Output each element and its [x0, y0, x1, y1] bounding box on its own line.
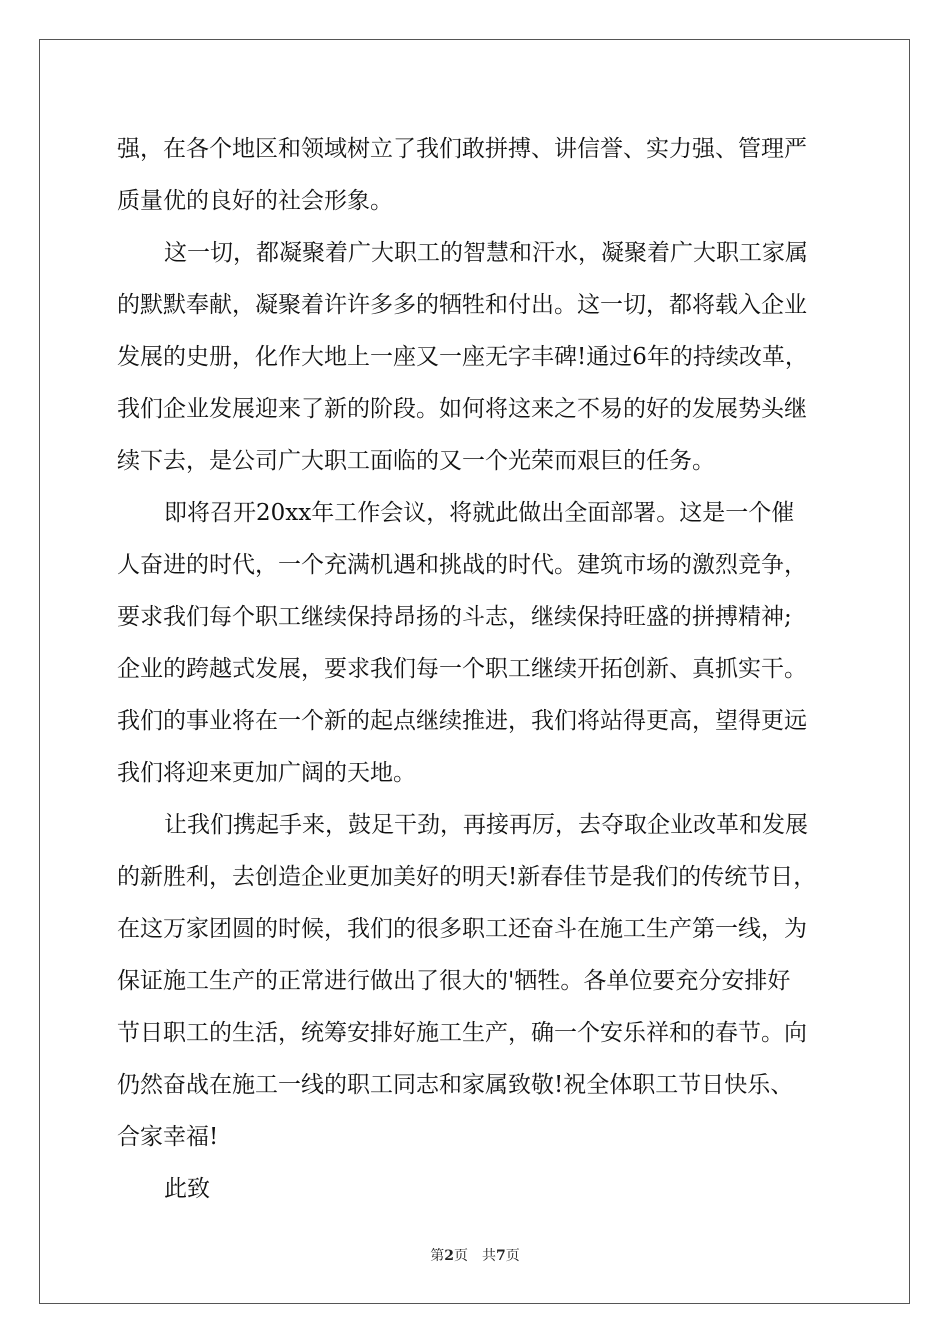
text-line: 保证施工生产的正常进行做出了很大的'牺牲。各单位要充分安排好 [117, 968, 791, 994]
text-line: 即将召开20xx年工作会议，将就此做出全面部署。这是一个催 [164, 500, 795, 526]
text-line: 要求我们每个职工继续保持昂扬的斗志，继续保持旺盛的拼搏精神; [117, 604, 792, 630]
text-line: 人奋进的时代，一个充满机遇和挑战的时代。建筑市场的激烈竞争， [117, 552, 807, 578]
total-page-number: 7 [496, 1248, 506, 1264]
text-line: 的默默奉献，凝聚着许许多多的牺牲和付出。这一切，都将载入企业 [117, 292, 807, 318]
text-line: 此致 [164, 1176, 210, 1202]
footer-mid: 页 共 [454, 1248, 496, 1264]
text-line: 质量优的良好的社会形象。 [117, 188, 393, 214]
text-line: 仍然奋战在施工一线的职工同志和家属致敬!祝全体职工节日快乐、 [117, 1072, 794, 1098]
footer-suffix: 页 [505, 1248, 520, 1264]
text-line: 企业的跨越式发展，要求我们每一个职工继续开拓创新、真抓实干。 [117, 656, 807, 682]
text-line: 这一切，都凝聚着广大职工的智慧和汗水，凝聚着广大职工家属 [164, 240, 808, 266]
text-line: 节日职工的生活，统筹安排好施工生产，确一个安乐祥和的春节。向 [117, 1020, 807, 1046]
footer-prefix: 第 [430, 1248, 445, 1264]
text-line: 合家幸福! [117, 1124, 219, 1150]
current-page-number: 2 [444, 1248, 454, 1264]
document-body [117, 123, 837, 1215]
text-line: 我们将迎来更加广阔的天地。 [117, 760, 416, 786]
text-line: 的新胜利，去创造企业更加美好的明天!新春佳节是我们的传统节日， [117, 864, 817, 890]
text-line: 让我们携起手来，鼓足干劲，再接再厉，去夺取企业改革和发展 [164, 812, 808, 838]
text-line: 我们企业发展迎来了新的阶段。如何将这来之不易的好的发展势头继 [117, 396, 807, 422]
text-line: 我们的事业将在一个新的起点继续推进，我们将站得更高，望得更远 [117, 708, 807, 734]
text-line: 在这万家团圆的时候，我们的很多职工还奋斗在施工生产第一线，为 [117, 916, 807, 942]
page-footer [0, 1245, 950, 1265]
text-line: 发展的史册，化作大地上一座又一座无字丰碑!通过6年的持续改革， [117, 344, 808, 370]
text-line: 强，在各个地区和领域树立了我们敢拼搏、讲信誉、实力强、管理严 [117, 136, 807, 162]
text-line: 续下去，是公司广大职工面临的又一个光荣而艰巨的任务。 [117, 448, 715, 474]
